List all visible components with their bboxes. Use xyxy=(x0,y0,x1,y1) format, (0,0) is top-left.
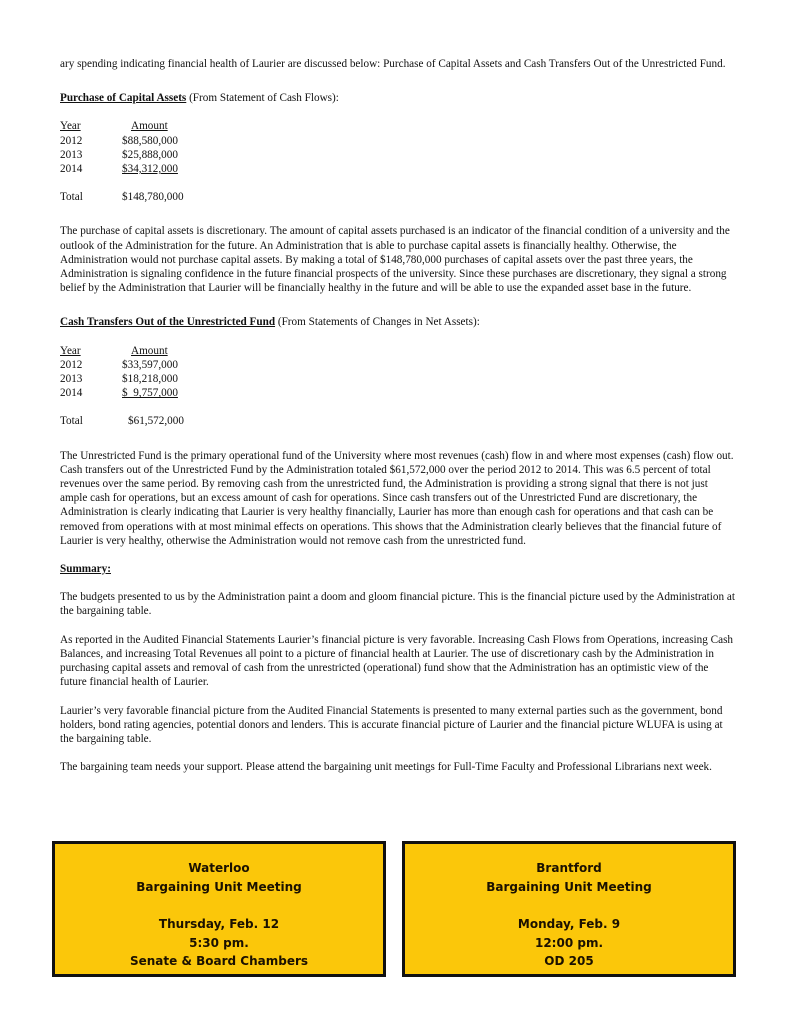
capital-source: (From Statement of Cash Flows): xyxy=(186,92,339,105)
table-row xyxy=(60,386,252,400)
capital-heading: Purchase of Capital Assets xyxy=(60,92,187,105)
amount-cell: $88,580,000 xyxy=(122,134,178,147)
brantford-meeting-box xyxy=(402,841,736,977)
summary-paragraph-1: The budgets presented to us by the Administration paint a doom and gloom financial picture. This is the financial picture used by the Administration at the bargaining table. xyxy=(60,591,735,618)
year-cell: 2014 xyxy=(60,163,83,176)
transfers-total-row xyxy=(60,414,735,428)
transfers-table xyxy=(60,344,252,401)
year-cell: 2012 xyxy=(60,358,83,371)
meeting-campus: Waterloo xyxy=(188,861,250,875)
summary-paragraph-4: The bargaining team needs your support. Please attend the bargaining unit meetings for Full-Time Faculty and Professional Librarians next week. xyxy=(60,761,712,774)
capital-table xyxy=(60,119,252,176)
table-header-row xyxy=(60,344,252,358)
meeting-date: Monday, Feb. 9 xyxy=(517,917,621,931)
total-value: $61,572,000 xyxy=(128,415,184,428)
amount-cell: $25,888,000 xyxy=(122,148,178,161)
document-body xyxy=(60,57,735,774)
meeting-title: Bargaining Unit Meeting xyxy=(136,879,302,894)
col-amount: Amount xyxy=(131,344,168,357)
meeting-date: Thursday, Feb. 12 xyxy=(158,917,280,931)
year-cell: 2013 xyxy=(60,373,83,386)
transfers-heading: Cash Transfers Out of the Unrestricted Fund xyxy=(60,316,276,329)
meeting-title: Bargaining Unit Meeting xyxy=(486,879,652,894)
table-row xyxy=(60,134,252,148)
capital-paragraph: The purchase of capital assets is discretionary. The amount of capital assets purchased is an indicator of the financial condition of a university and the outlook of the Administration for the future. An Administration that is able to purchase capital assets is financially healthy. Otherwise, the Administration would not purchase capital assets. By making a total of $148,780,000 purchases of capital assets over the past three years, the Administration is signaling confidence in the future financial prospects of the university. Since these purchases are discretionary, they signal a strong belief by the Administration that Laurier will be financially healthy in the future and will be able to use the expanded asset base in the future. xyxy=(60,225,730,295)
table-row xyxy=(60,372,252,386)
year-cell: 2013 xyxy=(60,148,83,161)
transfers-heading-line xyxy=(60,315,735,329)
capital-heading-line xyxy=(60,91,735,105)
meeting-boxes xyxy=(52,841,746,977)
summary-heading: Summary: xyxy=(60,563,111,576)
meeting-place: OD 205 xyxy=(544,954,594,968)
year-cell: 2014 xyxy=(60,387,83,400)
total-label: Total xyxy=(60,191,83,204)
amount-cell: $33,597,000 xyxy=(122,358,178,371)
col-amount: Amount xyxy=(131,120,168,133)
year-cell: 2012 xyxy=(60,134,83,147)
summary-paragraph-2: As reported in the Audited Financial Statements Laurier’s financial picture is very favorable. Increasing Cash Flows from Operations, increasing Cash Balances, and increasing Total Revenues all point to a picture of financial health at Laurier. The use of discretionary cash by the Administration in purchasing capital assets and removal of cash from the unrestricted (operational) fund show that the Administration has an optimistic view of the future financial health of Laurier. xyxy=(60,633,734,689)
summary-paragraph-3: Laurier’s very favorable financial picture from the Audited Financial Statements is presented to many external parties such as the government, bond holders, bond rating agencies, potential donors and lenders. This is accurate financial picture of Laurier and the financial picture WLUFA is using at the bargaining table. xyxy=(60,704,723,745)
waterloo-meeting-box xyxy=(52,841,386,977)
amount-cell: $34,312,000 xyxy=(122,163,178,176)
total-label: Total xyxy=(60,415,83,428)
amount-cell: $ 9,757,000 xyxy=(122,387,178,400)
col-year: Year xyxy=(60,344,81,357)
transfers-source: (From Statements of Changes in Net Assets): xyxy=(275,316,480,329)
table-row xyxy=(60,358,252,372)
total-value: $148,780,000 xyxy=(122,191,184,204)
meeting-place: Senate & Board Chambers xyxy=(129,954,309,968)
table-row xyxy=(60,148,252,162)
meeting-campus: Brantford xyxy=(536,861,602,875)
col-year: Year xyxy=(60,120,81,133)
table-header-row xyxy=(60,119,252,133)
intro-paragraph: ary spending indicating financial health of Laurier are discussed below: Purchase of Capital Assets and Cash Transfers Out of the Unrestricted Fund. xyxy=(60,58,726,70)
transfers-paragraph: The Unrestricted Fund is the primary operational fund of the University where most revenues (cash) flow in and where most expenses (cash) flow out. Cash transfers out of the Unrestricted Fund by the Administration totaled $61,572,000 over the period 2012 to 2014. This was 6.5 percent of total revenues over the same period. By removing cash from the unrestricted fund, the Administration is providing a strong signal that there is not just ample cash for operations, but an excess amount of cash for operations. Since cash transfers out of the Unrestricted Fund are discretionary, the Administration is clearly indicating that Laurier is very healthy financially, Laurier has more than enough cash for operations and that cash can be removed from operations with at most minimal effects on operations. This shows that the Administration clearly believes that the financial future of Laurier is very healthy, otherwise the Administration would not remove cash from the unrestricted fund. xyxy=(60,449,734,547)
capital-total-row xyxy=(60,190,735,204)
meeting-time: 5:30 pm. xyxy=(189,935,249,950)
amount-cell: $18,218,000 xyxy=(122,373,178,386)
meeting-time: 12:00 pm. xyxy=(534,935,604,950)
table-row xyxy=(60,162,252,176)
